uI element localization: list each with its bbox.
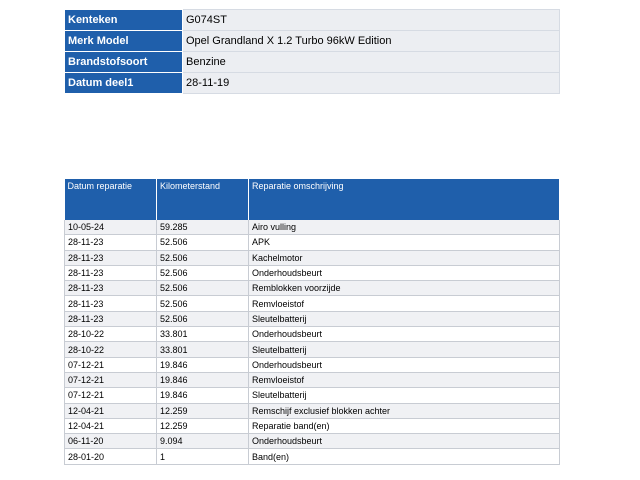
repair-date-cell: 06-11-20 bbox=[65, 434, 157, 449]
vehicle-info-value: 28-11-19 bbox=[183, 73, 560, 94]
repair-description-cell: Reparatie band(en) bbox=[249, 418, 560, 433]
repair-date-cell: 12-04-21 bbox=[65, 403, 157, 418]
table-row bbox=[65, 403, 560, 418]
repair-km-cell: 52.506 bbox=[157, 281, 249, 296]
repair-description-cell: Kachelmotor bbox=[249, 250, 560, 265]
repair-km-cell: 12.259 bbox=[157, 403, 249, 418]
repair-km-cell: 19.846 bbox=[157, 357, 249, 372]
repair-description-cell: Onderhoudsbeurt bbox=[249, 357, 560, 372]
table-row bbox=[65, 342, 560, 357]
repair-km-cell: 52.506 bbox=[157, 250, 249, 265]
table-row bbox=[65, 388, 560, 403]
table-row bbox=[65, 220, 560, 235]
vehicle-info-value: G074ST bbox=[183, 10, 560, 31]
vehicle-info-label: Datum deel1 bbox=[65, 73, 183, 94]
repair-date-cell: 28-10-22 bbox=[65, 342, 157, 357]
repair-km-cell: 33.801 bbox=[157, 342, 249, 357]
vehicle-info-value: Benzine bbox=[183, 52, 560, 73]
table-row bbox=[65, 327, 560, 342]
repair-date-cell: 07-12-21 bbox=[65, 357, 157, 372]
table-row bbox=[65, 250, 560, 265]
repair-description-cell: Onderhoudsbeurt bbox=[249, 327, 560, 342]
repair-date-cell: 28-11-23 bbox=[65, 311, 157, 326]
repair-date-cell: 28-11-23 bbox=[65, 296, 157, 311]
repair-date-cell: 28-01-20 bbox=[65, 449, 157, 464]
vehicle-info-row bbox=[65, 52, 560, 73]
repair-date-cell: 28-11-23 bbox=[65, 281, 157, 296]
table-row bbox=[65, 372, 560, 387]
vehicle-info-row bbox=[65, 73, 560, 94]
table-row bbox=[65, 311, 560, 326]
vehicle-info-label: Merk Model bbox=[65, 31, 183, 52]
vehicle-info-row bbox=[65, 10, 560, 31]
repair-description-cell: Band(en) bbox=[249, 449, 560, 464]
repair-km-cell: 19.846 bbox=[157, 388, 249, 403]
repair-km-cell: 52.506 bbox=[157, 296, 249, 311]
repair-km-cell: 52.506 bbox=[157, 311, 249, 326]
repair-date-cell: 12-04-21 bbox=[65, 418, 157, 433]
repair-date-cell: 28-11-23 bbox=[65, 250, 157, 265]
repair-description-cell: Onderhoudsbeurt bbox=[249, 265, 560, 280]
repair-history-table bbox=[64, 179, 560, 465]
repair-km-cell: 9.094 bbox=[157, 434, 249, 449]
repair-km-cell: 19.846 bbox=[157, 372, 249, 387]
vehicle-info-value: Opel Grandland X 1.2 Turbo 96kW Edition bbox=[183, 31, 560, 52]
repair-date-cell: 07-12-21 bbox=[65, 388, 157, 403]
table-row bbox=[65, 434, 560, 449]
repair-description-cell: Sleutelbatterij bbox=[249, 342, 560, 357]
table-row bbox=[65, 418, 560, 433]
table-row bbox=[65, 281, 560, 296]
repair-date-cell: 28-11-23 bbox=[65, 265, 157, 280]
repair-date-cell: 07-12-21 bbox=[65, 372, 157, 387]
vehicle-info-row bbox=[65, 31, 560, 52]
repair-description-cell: Remvloeistof bbox=[249, 372, 560, 387]
repair-description-cell: Remvloeistof bbox=[249, 296, 560, 311]
repair-km-cell: 33.801 bbox=[157, 327, 249, 342]
repair-km-cell: 1 bbox=[157, 449, 249, 464]
repair-history-body bbox=[65, 220, 560, 464]
repair-km-cell: 52.506 bbox=[157, 265, 249, 280]
repair-description-cell: APK bbox=[249, 235, 560, 250]
vehicle-info-body bbox=[65, 10, 560, 94]
header-kilometerstand: Kilometerstand bbox=[157, 179, 249, 220]
repair-km-cell: 59.285 bbox=[157, 220, 249, 235]
vehicle-info-label: Brandstofsoort bbox=[65, 52, 183, 73]
repair-km-cell: 52.506 bbox=[157, 235, 249, 250]
header-datum-reparatie: Datum reparatie bbox=[65, 179, 157, 220]
repair-description-cell: Remblokken voorzijde bbox=[249, 281, 560, 296]
repair-date-cell: 28-11-23 bbox=[65, 235, 157, 250]
repair-history-header bbox=[65, 179, 560, 220]
repair-date-cell: 10-05-24 bbox=[65, 220, 157, 235]
repair-km-cell: 12.259 bbox=[157, 418, 249, 433]
repair-description-cell: Airo vulling bbox=[249, 220, 560, 235]
repair-description-cell: Remschijf exclusief blokken achter bbox=[249, 403, 560, 418]
repair-description-cell: Onderhoudsbeurt bbox=[249, 434, 560, 449]
table-row bbox=[65, 357, 560, 372]
vehicle-info-table bbox=[64, 9, 560, 94]
repair-description-cell: Sleutelbatterij bbox=[249, 311, 560, 326]
repair-date-cell: 28-10-22 bbox=[65, 327, 157, 342]
table-row bbox=[65, 235, 560, 250]
table-row bbox=[65, 296, 560, 311]
table-row bbox=[65, 449, 560, 464]
table-row bbox=[65, 265, 560, 280]
header-reparatie-omschrijving: Reparatie omschrijving bbox=[249, 179, 560, 220]
vehicle-info-label: Kenteken bbox=[65, 10, 183, 31]
repair-description-cell: Sleutelbatterij bbox=[249, 388, 560, 403]
